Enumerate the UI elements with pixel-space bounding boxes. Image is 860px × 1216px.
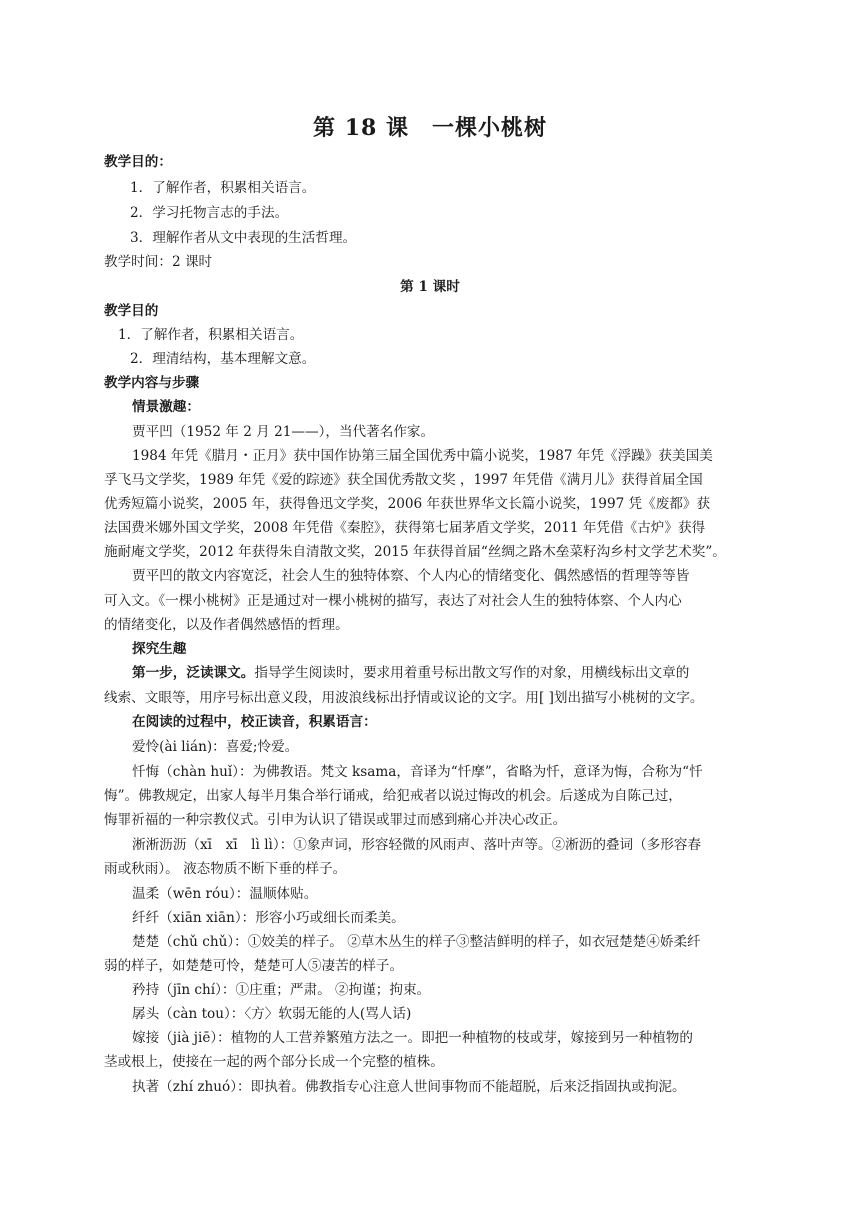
- paragraph-line: 贾平凹的散文内容宽泛，社会人生的独特体察、个人内心的情绪变化、偶然感悟的哲理等等皆: [132, 568, 690, 584]
- section-heading-steps: 教学内容与步骤: [104, 375, 200, 391]
- vocab-entry-cont: 弱的样子，如楚楚可怜，楚楚可人⑤凄苦的样子。: [104, 958, 404, 974]
- vocab-entry: 纤纤（xiān xiān）：形容小巧或细长而柔美。: [132, 910, 405, 926]
- vocab-entry: 楚楚（chǔ chǔ）：①姣美的样子。 ②草木丛生的样子③整洁鲜明的样子，如衣冠楚楚④娇柔纤: [132, 934, 701, 950]
- vocab-entry-cont: 悔”。佛教规定，出家人每半月集合举行诵戒，给犯戒者以说过悔改的机会。后遂成为自陈己过，: [104, 788, 682, 804]
- objective-item-2: 2．学习托物言志的手法。: [130, 205, 289, 221]
- page-title: 第 18 课 一棵小桃树: [313, 115, 547, 141]
- subheading-reading: 在阅读的过程中，校正读音，积累语言：: [132, 714, 377, 730]
- paragraph-line: 贾平凹（1952 年 2 月 21——），当代著名作家。: [132, 424, 435, 440]
- lesson-objective-1: 1．了解作者，积累相关语言。: [118, 327, 304, 343]
- vocab-entry: 忏悔（chàn huǐ）：为佛教语。梵文 ksama，音译为“忏摩”，省略为忏，意译为悔，合称为“忏: [132, 764, 703, 780]
- subheading-intro: 情景激趣：: [132, 399, 200, 415]
- paragraph-line: 施耐庵文学奖，2012 年获得朱自清散文奖，2015 年获得首届“丝绸之路木垒菜籽沟乡村文学艺术奖”。: [104, 544, 726, 560]
- vocab-entry-cont: 雨或秋雨）。 液态物质不断下垂的样子。: [104, 861, 347, 877]
- paragraph-line: 法国费米娜外国文学奖，2008 年凭借《秦腔》，获得第七届茅盾文学奖，2011 年凭借《古炉》获得: [104, 520, 706, 536]
- vocab-entry: 爱怜(ài lián)：喜爱;怜爱。: [132, 739, 299, 755]
- vocab-entry-cont: 茎或根上，使接在一起的两个部分长成一个完整的植株。: [104, 1054, 444, 1070]
- lesson-subtitle: 第 1 课时: [400, 279, 460, 295]
- vocab-entry-cont: 悔罪祈福的一种宗教仪式。引申为认识了错误或罪过而感到痛心并决心改正。: [104, 812, 567, 828]
- step-one-label: 第一步，泛读课文。: [132, 665, 255, 681]
- section-heading-lesson-objectives: 教学目的: [104, 303, 159, 319]
- paragraph-line: 1984 年凭《腊月・正月》获中国作协第三届全国优秀中篇小说奖，1987 年凭《浮躁》获美国美: [132, 448, 713, 464]
- objective-item-3: 3．理解作者从文中表现的生活哲理。: [130, 230, 357, 246]
- paragraph-line: 可入文。《一棵小桃树》正是通过对一棵小桃树的描写，表达了对社会人生的独特体察、个人内心: [104, 593, 682, 609]
- lesson-objective-2: 2．理清结构，基本理解文意。: [130, 351, 316, 367]
- subheading-explore: 探究生趣: [132, 641, 187, 657]
- paragraph-line: 孚飞马文学奖，1989 年凭《爱的踪迹》获全国优秀散文奖 ，1997 年凭借《满月儿》获得首届全国: [104, 472, 703, 488]
- section-heading-objectives: 教学目的：: [104, 154, 172, 170]
- vocab-entry: 淅淅沥沥（xī xī lì lì）：①象声词，形容轻微的风雨声、落叶声等。②淅沥的叠词（多形容春: [132, 837, 702, 853]
- vocab-entry: 嫁接（jià jiē）：植物的人工营养繁殖方法之一。即把一种植物的枝或芽，嫁接到另一种植物的: [132, 1030, 693, 1046]
- paragraph-line: 的情绪变化，以及作者偶然感悟的哲理。: [104, 617, 349, 633]
- vocab-entry: 执著（zhí zhuó）：即执着。佛教指专心注意人世间事物而不能超脱，后来泛指固执或拘泥。: [132, 1079, 686, 1095]
- vocab-entry: 矜持（jīn chí）：①庄重；严肃。 ②拘谨；拘束。: [132, 982, 431, 998]
- step-one-line: [132, 664, 792, 682]
- paragraph-line: 线索、文眼等，用序号标出意义段，用波浪线标出抒情或议论的文字。用[ ]划出描写小桃树的文字。: [104, 690, 704, 706]
- step-one-text: 指导学生阅读时，要求用着重号标出散文写作的对象，用横线标出文章的: [254, 665, 690, 681]
- vocab-entry: 孱头（càn tou）：〈方〉软弱无能的人(骂人话): [132, 1006, 412, 1022]
- objective-item-1: 1．了解作者，积累相关语言。: [130, 180, 316, 196]
- paragraph-line: 优秀短篇小说奖，2005 年，获得鲁迅文学奖，2006 年获世界华文长篇小说奖，1997 凭《废都》获: [104, 496, 711, 512]
- teaching-time: 教学时间：2 课时: [104, 254, 213, 270]
- vocab-entry: 温柔（wēn róu）：温顺体贴。: [132, 886, 318, 902]
